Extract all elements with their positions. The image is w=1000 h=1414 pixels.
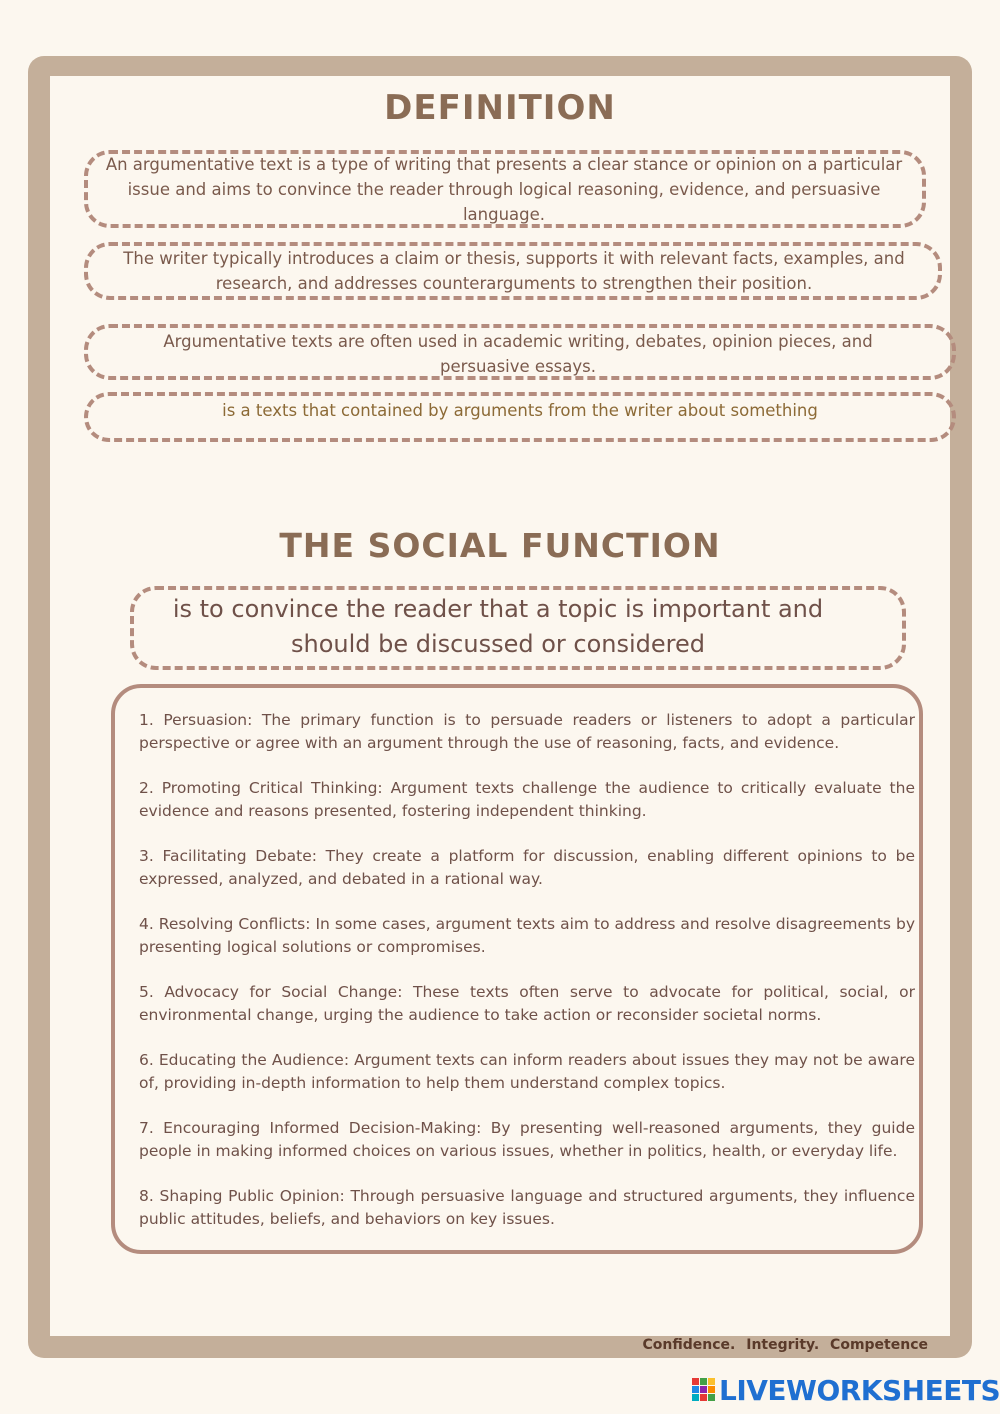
definition-text-3: Argumentative texts are often used in academic writing, debates, opinion pieces, and persuasive essays. [163,332,873,376]
definition-title: DEFINITION [384,88,616,128]
social-function-text: is to convince the reader that a topic is important and should be discussed or considered [172,595,824,658]
definition-text-1: An argumentative text is a type of writing that presents a clear stance or opinion on a particular issue and aims to convince the reader through logical reasoning, evidence, and persuasive language. [105,155,903,224]
function-item-1: 1. Persuasion: The primary function is to persuade readers or listeners to adopt a particular perspective or agree with an argument through the use of reasoning, facts, and evidence. [139,711,915,752]
function-item-5: 5. Advocacy for Social Change: These texts often serve to advocate for political, social, or environmental change, urging the audience to take action or reconsider societal norms. [139,983,915,1024]
social-function-title: THE SOCIAL FUNCTION [279,526,721,565]
liveworksheets-brand[interactable] [692,1372,1000,1408]
function-item-7: 7. Encouraging Informed Decision-Making: By presenting well-reasoned arguments, they guide people in making informed choices on various issues, whether in politics, health, or everyday life. [139,1119,915,1160]
function-item-8: 8. Shaping Public Opinion: Through persuasive language and structured arguments, they influence public attitudes, beliefs, and behaviors on key issues. [139,1187,915,1228]
liveworksheets-wordmark: LIVEWORKSHEETS [719,1373,1000,1407]
definition-text-4: is a texts that contained by arguments from the writer about something [222,401,818,420]
function-item-4: 4. Resolving Conflicts: In some cases, argument texts aim to address and resolve disagreements by presenting logical solutions or compromises. [139,915,915,956]
function-item-6: 6. Educating the Audience: Argument texts can inform readers about issues they may not be aware of, providing in-depth information to help them understand complex topics. [139,1051,915,1092]
definition-text-2: The writer typically introduces a claim or thesis, supports it with relevant facts, examples, and research, and addresses counterarguments to strengthen their position. [123,249,905,293]
functions-list [139,709,915,1253]
function-item-3: 3. Facilitating Debate: They create a platform for discussion, enabling different opinions to be expressed, analyzed, and debated in a rational way. [139,847,915,888]
function-item-2: 2. Promoting Critical Thinking: Argument texts challenge the audience to critically evaluate the evidence and reasons presented, fostering independent thinking. [139,779,915,820]
footer-motto: Confidence. Integrity. Competence [642,1337,928,1353]
liveworksheets-logo-icon [692,1376,716,1404]
